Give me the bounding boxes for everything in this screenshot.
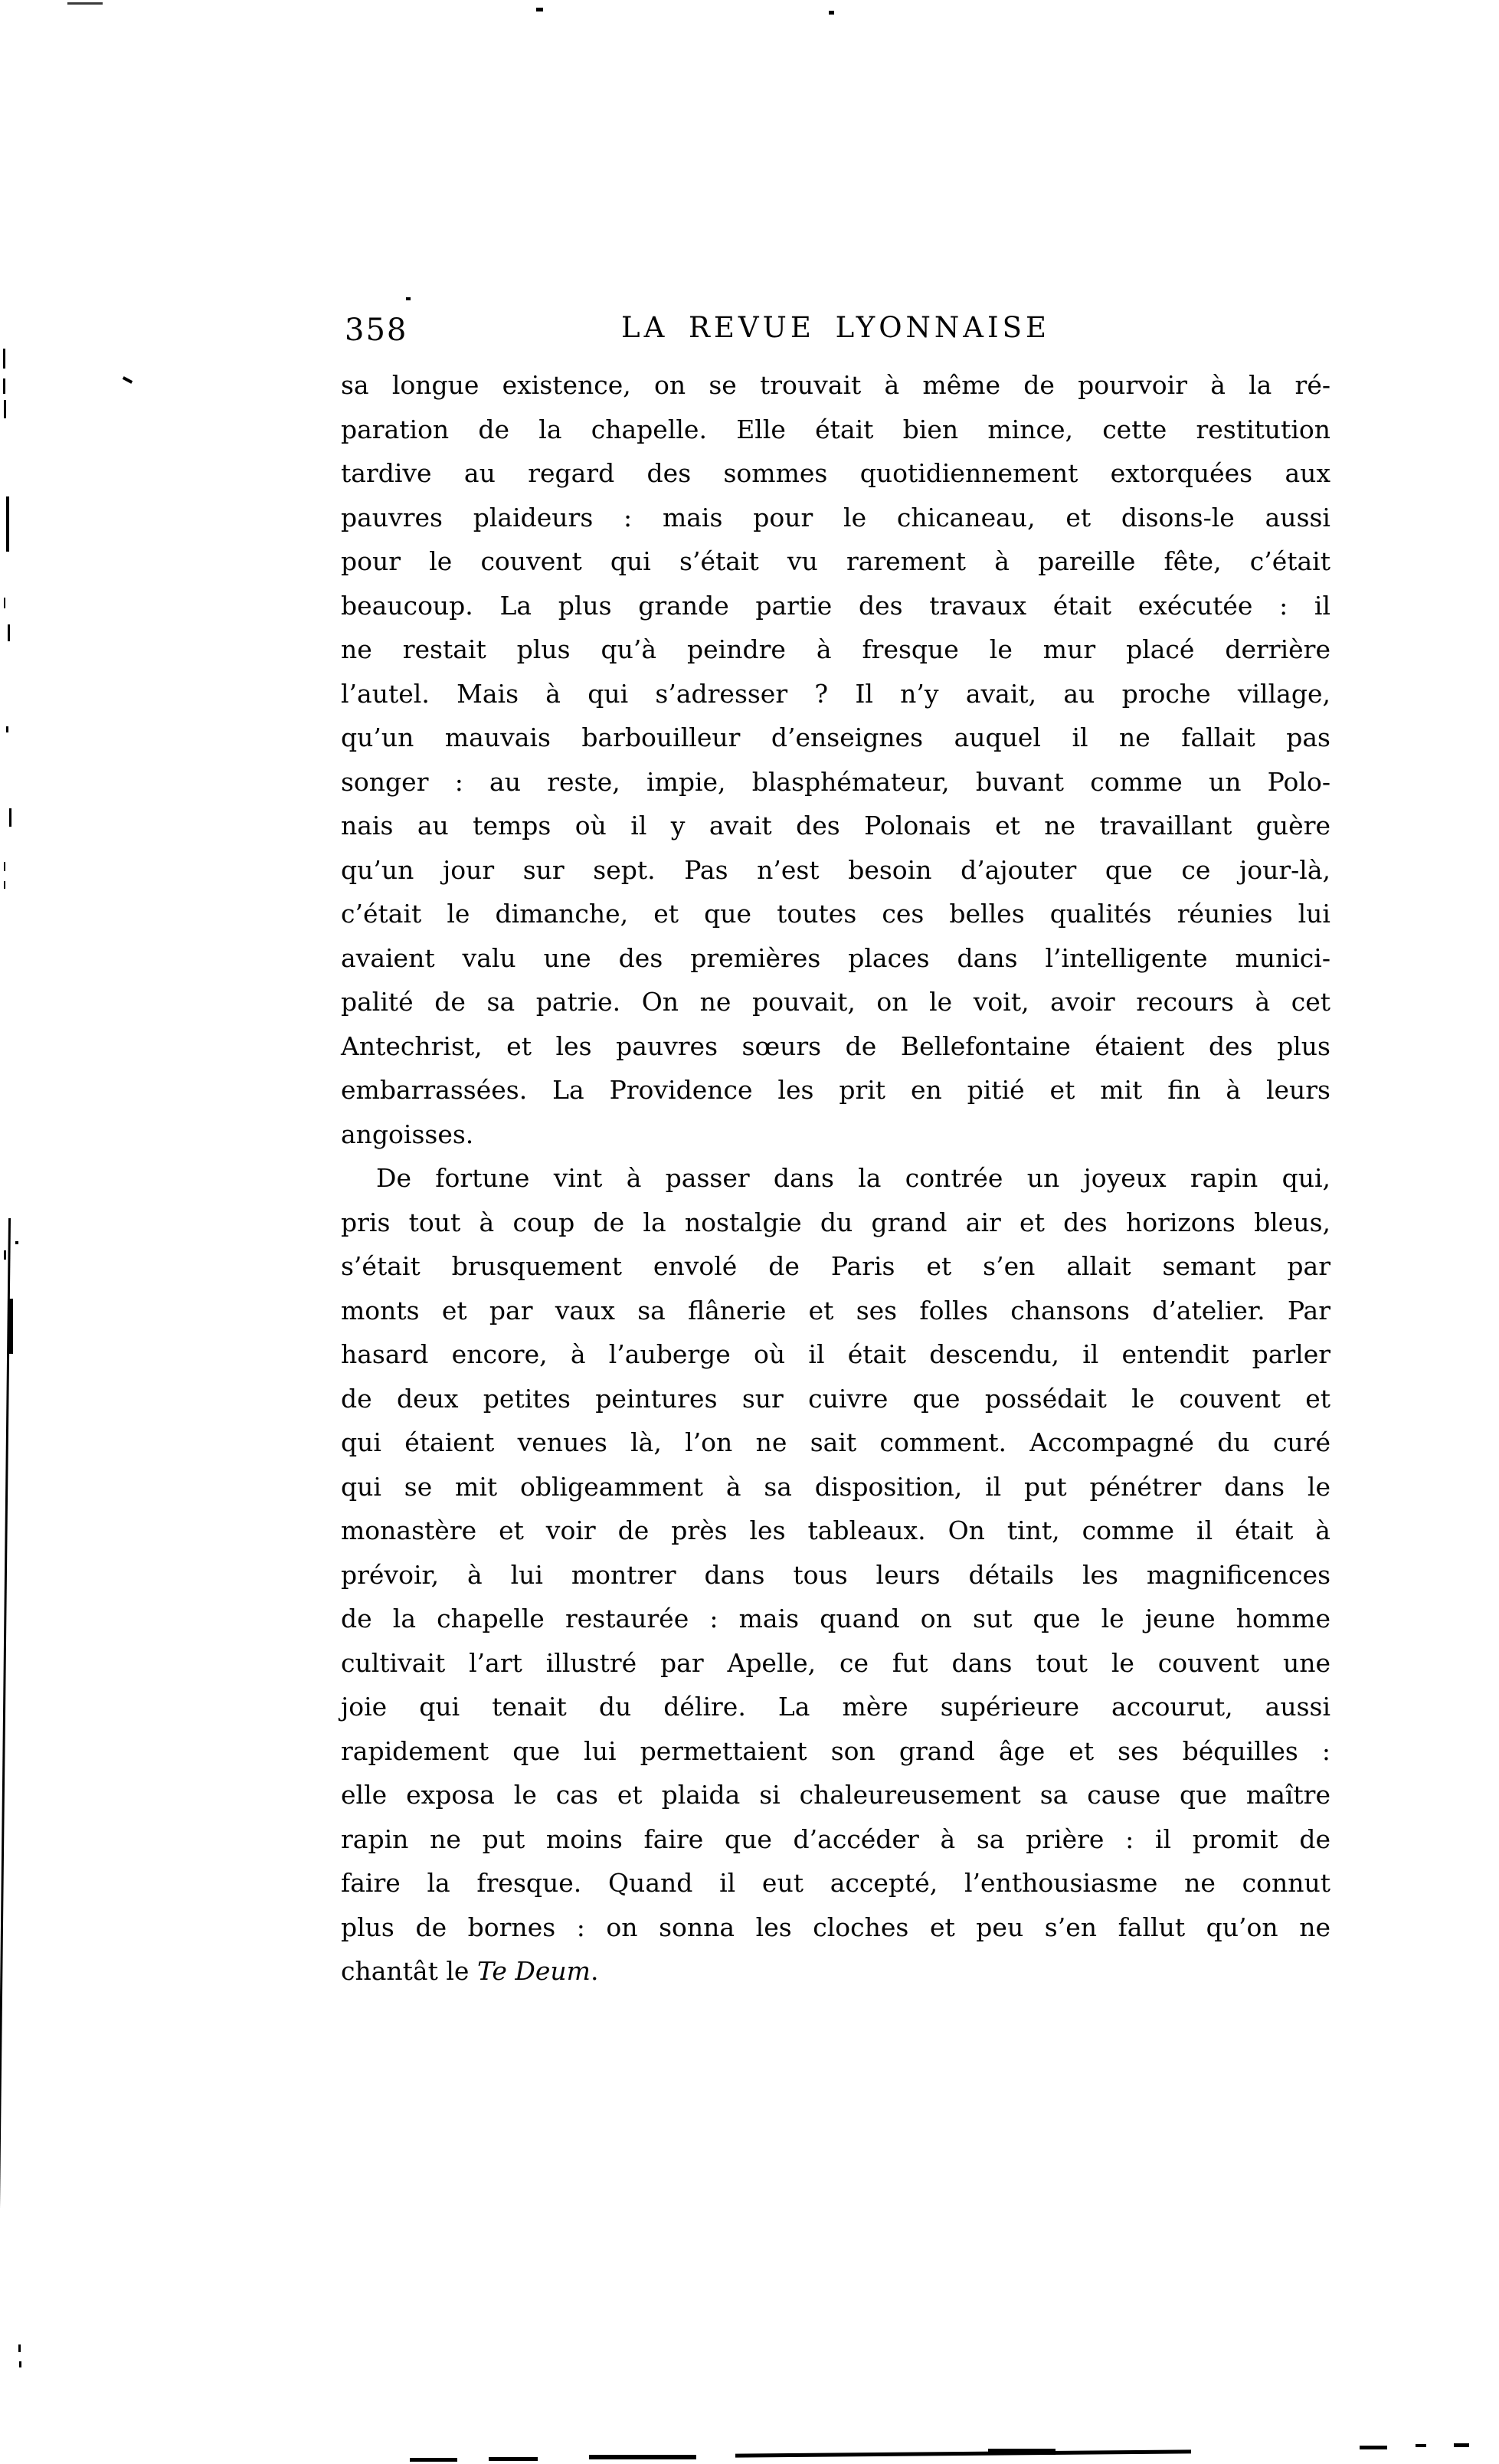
text-line: cultivait l’art illustré par Apelle, ce fut dans tout le couvent une xyxy=(341,1647,1330,1678)
bottom-bar-segment xyxy=(410,2458,457,2462)
text-line: avaient valu une des premières places dans l’intelligente munici- xyxy=(341,942,1330,973)
text-line: rapidement que lui permettaient son grand âge et ses béquilles : xyxy=(341,1735,1330,1766)
italic-latin-phrase: Te Deum xyxy=(476,1956,591,1986)
artifact-mark xyxy=(6,726,8,732)
text-line: faire la fresque. Quand il eut accepté, l’enthousiasme ne connut xyxy=(341,1868,1330,1898)
text-line: beaucoup. La plus grande partie des travaux était exécutée : il xyxy=(341,590,1330,621)
artifact-mark xyxy=(6,496,9,552)
paragraph-1 xyxy=(341,363,1330,1156)
text-line: paration de la chapelle. Elle était bien mince, cette restitution xyxy=(341,414,1330,444)
text-line: sa longue existence, on se trouvait à même de pourvoir à la ré- xyxy=(341,370,1330,400)
text-line: de la chapelle restaurée : mais quand on sut que le jeune homme xyxy=(341,1604,1330,1633)
artifact-mark xyxy=(4,598,5,608)
artifact-mark xyxy=(536,8,543,11)
artifact-mark xyxy=(67,2,103,5)
text-segment: chantât le xyxy=(341,1956,477,1986)
text-line: hasard encore, à l’auberge où il était descendu, il entendit parler xyxy=(341,1339,1330,1369)
artifact-mark xyxy=(829,11,834,15)
artifact-mark xyxy=(8,624,10,641)
artifact-mark xyxy=(4,400,6,418)
text-line: qu’un mauvais barbouilleur d’enseignes auquel il ne fallait pas xyxy=(341,722,1330,752)
text-line: elle exposa le cas et plaida si chaleureusement sa cause que maître xyxy=(341,1780,1330,1810)
text-line-with-italic xyxy=(341,1949,1330,1994)
artifact-mark xyxy=(3,378,5,394)
artifact-mark xyxy=(9,808,11,827)
artifact-mark xyxy=(15,1241,18,1244)
text-line: De fortune vint à passer dans la contrée un joyeux rapin qui, xyxy=(376,1163,1330,1193)
text-line: prévoir, à lui montrer dans tous leurs détails les magnificences xyxy=(341,1559,1330,1590)
text-line: nais au temps où il y avait des Polonais et ne travaillant guère xyxy=(341,811,1330,840)
text-line: plus de bornes : on sonna les cloches et peu s’en fallut qu’on ne xyxy=(341,1912,1330,1942)
bottom-bar-segment xyxy=(988,2449,1056,2455)
artifact-mark xyxy=(3,349,5,369)
page-number: 358 xyxy=(345,313,408,348)
text-line: pauvres plaideurs : mais pour le chicaneau, et disons-le aussi xyxy=(341,502,1330,532)
text-line: palité de sa patrie. On ne pouvait, on le voit, avoir recours à cet xyxy=(341,987,1330,1017)
bottom-bar-segment xyxy=(489,2457,538,2461)
artifact-mark xyxy=(4,1250,6,1260)
text-line: s’était brusquement envolé de Paris et s’en allait semant par xyxy=(341,1251,1330,1281)
text-line: pris tout à coup de la nostalgie du grand air et des horizons bleus, xyxy=(341,1207,1330,1237)
text-line: embarrassées. La Providence les prit en pitié et mit fin à leurs xyxy=(341,1075,1330,1105)
text-line: de deux petites peintures sur cuivre que possédait le couvent et xyxy=(341,1383,1330,1414)
artifact-mark xyxy=(123,376,133,384)
text-line: ne restait plus qu’à peindre à fresque le mur placé derrière xyxy=(341,634,1330,664)
binding-line xyxy=(0,1218,11,2333)
artifact-mark xyxy=(406,297,411,300)
text-line: c’était le dimanche, et que toutes ces belles qualités réunies lui xyxy=(341,899,1330,929)
bottom-bar-segment xyxy=(735,2449,1191,2457)
text-line: Antechrist, et les pauvres sœurs de Bellefontaine étaient des plus xyxy=(341,1030,1330,1061)
text-line: qu’un jour sur sept. Pas n’est besoin d’ajouter que ce jour-là, xyxy=(341,854,1330,885)
bottom-bar-speck xyxy=(1454,2443,1469,2447)
bottom-bar-segment xyxy=(589,2455,696,2459)
artifact-mark xyxy=(18,2344,21,2352)
artifact-mark xyxy=(19,2361,21,2367)
text-line: qui se mit obligeamment à sa disposition, il put pénétrer dans le xyxy=(341,1471,1330,1502)
text-line: joie qui tenait du délire. La mère supérieure accourut, aussi xyxy=(341,1692,1330,1722)
text-line: songer : au reste, impie, blasphémateur, buvant comme un Polo- xyxy=(341,766,1330,797)
text-line: pour le couvent qui s’était vu rarement à pareille fête, c’était xyxy=(341,546,1330,576)
binding-line-thick xyxy=(9,1299,13,1354)
paragraph-2 xyxy=(341,1156,1330,1994)
text-block xyxy=(341,363,1330,1994)
text-line: qui étaient venues là, l’on ne sait comment. Accompagné du curé xyxy=(341,1427,1330,1457)
artifact-mark xyxy=(4,881,5,889)
text-line: monts et par vaux sa flânerie et ses folles chansons d’atelier. Par xyxy=(341,1295,1330,1325)
bottom-bar-speck xyxy=(1360,2446,1387,2449)
text-segment: . xyxy=(590,1956,599,1986)
text-line: rapin ne put moins faire que d’accéder à sa prière : il promit de xyxy=(341,1823,1330,1854)
text-line: monastère et voir de près les tableaux. On tint, comme il était à xyxy=(341,1515,1330,1545)
journal-title: LA REVUE LYONNAISE xyxy=(621,311,1050,344)
text-line: l’autel. Mais à qui s’adresser ? Il n’y avait, au proche village, xyxy=(341,678,1330,709)
text-line: angoisses. xyxy=(341,1119,474,1149)
text-line: tardive au regard des sommes quotidiennement extorquées aux xyxy=(341,458,1330,488)
artifact-mark xyxy=(4,862,5,871)
bottom-bar-speck xyxy=(1416,2444,1426,2447)
